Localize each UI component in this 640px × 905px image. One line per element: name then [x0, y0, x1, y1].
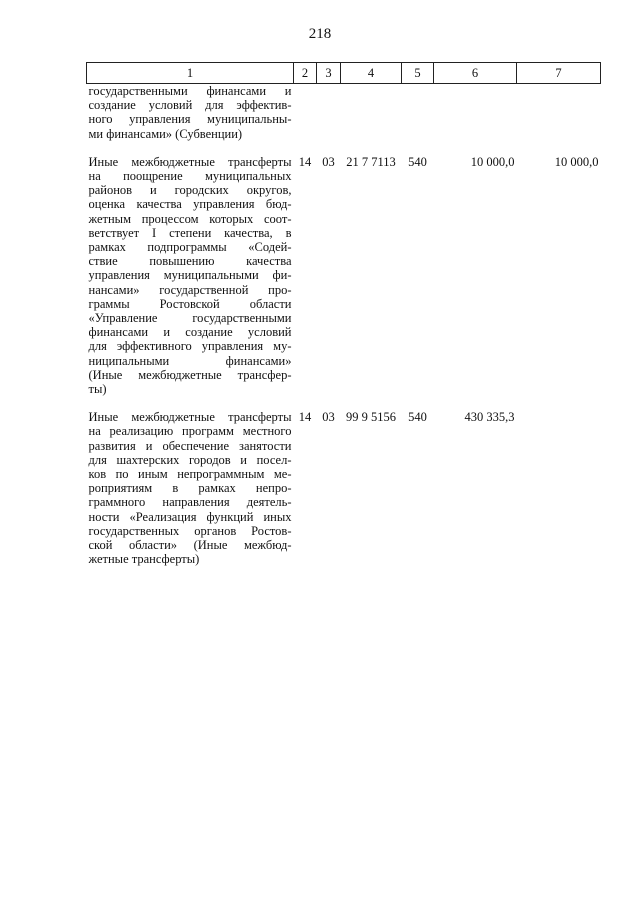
description-line: жетные трансферты) — [88, 552, 200, 567]
cell-column-3 — [317, 84, 341, 141]
column-header-6: 6 — [434, 63, 517, 84]
spacer-cell — [87, 141, 294, 155]
cell-column-7: 10 000,0 — [554, 154, 599, 169]
column-header-5: 5 — [402, 63, 434, 84]
cell-column-5 — [402, 84, 434, 141]
row-description — [87, 84, 294, 141]
spacer-cell — [341, 141, 402, 155]
description-line: финансами и создание условий — [88, 325, 292, 340]
cell-column-7 — [517, 410, 601, 566]
description-line: на реализацию программ местного — [88, 424, 292, 439]
spacer-cell — [402, 396, 434, 410]
cell-column-6: 10 000,0 — [470, 154, 515, 169]
cell-column-3: 03 — [322, 154, 335, 169]
description-line: ков по иным непрограммным ме- — [88, 467, 292, 482]
description-line: на поощрение муниципальных — [88, 169, 292, 184]
cell-column-2 — [294, 84, 317, 141]
description-line: государственных органов Ростов- — [88, 523, 292, 538]
column-header-1: 1 — [87, 63, 294, 84]
spacer-cell — [341, 396, 402, 410]
description-line: районов и городских округов, — [88, 183, 292, 198]
description-line: ты) — [88, 382, 107, 397]
cell-column-4: 99 9 5156 — [346, 410, 396, 425]
spacer-cell — [317, 141, 341, 155]
description-line: ного управления муниципальны- — [88, 112, 292, 127]
spacer-cell — [87, 396, 294, 410]
spacer-cell — [294, 396, 317, 410]
cell-column-6: 430 335,3 — [464, 410, 515, 425]
row-description — [87, 155, 294, 396]
description-line: ности «Реализация функций иных — [88, 509, 292, 524]
spacer-cell — [402, 141, 434, 155]
description-line: «Управление государственными — [88, 311, 292, 326]
table-row — [87, 410, 601, 566]
row-spacer — [87, 396, 601, 410]
cell-column-4 — [341, 84, 402, 141]
table-row — [87, 155, 601, 396]
spacer-cell — [517, 396, 601, 410]
row-spacer — [87, 141, 601, 155]
column-header-3: 3 — [317, 63, 341, 84]
cell-column-2: 14 — [298, 410, 312, 425]
description-line: оценка качества управления бюд- — [88, 197, 292, 212]
description-line: ми финансами» (Субвенции) — [88, 126, 243, 141]
description-line: для шахтерских городов и посел- — [88, 452, 292, 467]
spacer-cell — [317, 396, 341, 410]
row-description — [87, 410, 294, 566]
budget-table — [86, 62, 601, 567]
description-line: жетным процессом которых соот- — [88, 211, 292, 226]
page-number: 218 — [308, 26, 332, 42]
spacer-cell — [517, 141, 601, 155]
spacer-cell — [294, 141, 317, 155]
description-line: граммного направления деятель- — [88, 495, 292, 510]
description-line: создание условий для эффектив- — [88, 98, 292, 113]
description-line: для эффективного управления му- — [88, 339, 292, 354]
column-header-4: 4 — [341, 63, 402, 84]
cell-column-3: 03 — [322, 410, 335, 425]
table-body — [87, 84, 601, 567]
description-line: нансами» государственной про- — [88, 282, 292, 297]
description-line: Иные межбюджетные трансферты — [88, 410, 292, 425]
description-line: граммы Ростовской области — [88, 296, 292, 311]
description-line: (Иные межбюджетные трансфер- — [88, 367, 292, 382]
cell-column-4: 21 7 7113 — [346, 154, 396, 169]
description-line: ской области» (Иные межбюд- — [88, 538, 292, 553]
cell-column-5: 540 — [408, 410, 427, 425]
cell-column-7 — [517, 84, 601, 141]
description-line: рамках подпрограммы «Содей- — [88, 240, 292, 255]
table-row — [87, 84, 601, 141]
description-line: государственными финансами и — [88, 84, 292, 98]
column-header-7: 7 — [517, 63, 601, 84]
cell-column-2: 14 — [298, 154, 312, 169]
description-line: ствие повышению качества — [88, 254, 292, 269]
description-line: развития и обеспечение занятости — [88, 438, 292, 453]
spacer-cell — [434, 396, 517, 410]
column-header-2: 2 — [294, 63, 317, 84]
spacer-cell — [434, 141, 517, 155]
cell-column-6 — [434, 84, 517, 141]
description-line: ветствует I степени качества, в — [88, 225, 292, 240]
description-line: управления муниципальными фи- — [88, 268, 292, 283]
description-line: роприятиям в рамках непро- — [88, 481, 292, 496]
description-line: ниципальными финансами» — [88, 353, 292, 368]
cell-column-5: 540 — [408, 154, 427, 169]
table-header-row — [87, 63, 601, 84]
description-line: Иные межбюджетные трансферты — [88, 154, 292, 169]
